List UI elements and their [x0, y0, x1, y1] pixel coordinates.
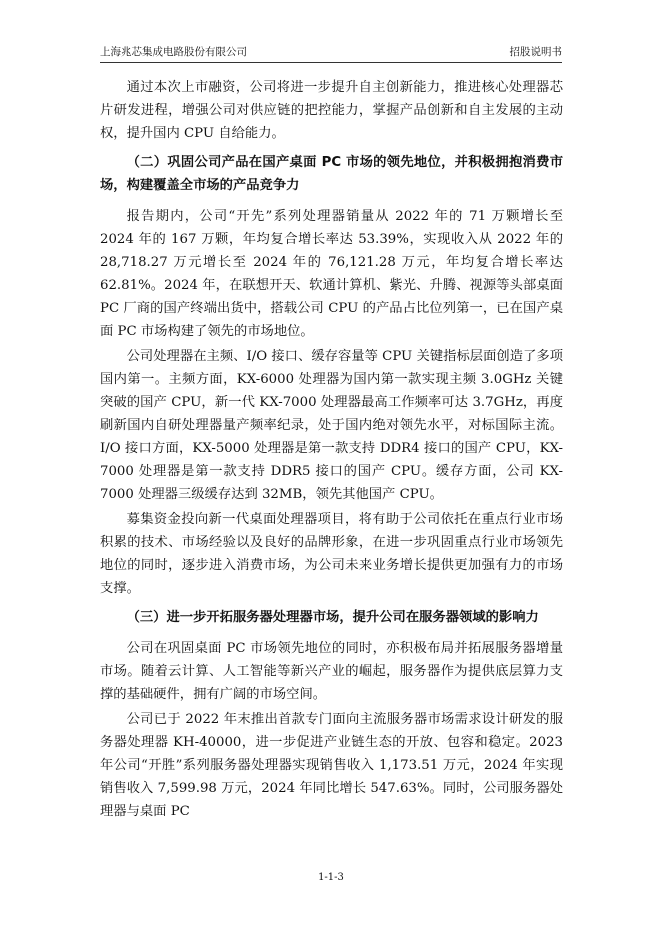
paragraph-server-market: 公司在巩固桌面 PC 市场领先地位的同时，亦积极布局并拓展服务器增量市场。随着云计算、人工智能等新兴产业的崛起，服务器作为提供底层算力支撑的基础硬件，拥有广阔的市场空间。 [100, 641, 563, 702]
header-company-name: 上海兆芯集成电路股份有限公司 [100, 46, 247, 58]
section-heading-desktop-pc: （二）巩固公司产品在国产桌面 PC 市场的领先地位，并积极拥抱消费市场，构建覆盖全市场的产品竞争力 [100, 155, 563, 193]
page-header [100, 42, 562, 63]
paragraph-sales-growth: 报告期内，公司“开先”系列处理器销量从 2022 年的 71 万颗增长至 2024 年的 167 万颗，年均复合增长率达 53.39%，实现收入从 2022 年的 28,718.27 万元增长至 2024 年的 76,121.28 万元，年均复合增长率达 62.81%。2024 年，在联想开天、软通计算机、紫光、升腾、视源等头部桌面 PC 厂商的国产终端出货中，搭载公司 CPU 的产品占比位列第一，已在国产桌面 PC 市场构建了领先的市场地位。 [100, 209, 563, 339]
document-body [100, 76, 563, 825]
page-number: 1-1-3 [318, 872, 344, 883]
paragraph-financing-purpose: 通过本次上市融资，公司将进一步提升自主创新能力，推进核心处理器芯片研发进程，增强公司对供应链的把控能力，掌握产品创新和自主发展的主动权，提升国内 CPU 自给能力。 [100, 80, 563, 141]
paragraph-server-products: 公司已于 2022 年末推出首款专门面向主流服务器市场需求设计研发的服务器处理器 KH-40000，进一步促进产业链生态的开放、包容和稳定。2023 年公司“开胜”系列服务器处理器实现销售收入 1,173.51 万元，2024 年实现销售收入 7,599.98 万元，2024 年同比增长 547.63%。同时，公司服务器处理器与桌面 PC [100, 712, 563, 819]
paragraph-key-metrics: 公司处理器在主频、I/O 接口、缓存容量等 CPU 关键指标层面创造了多项国内第一。主频方面，KX-6000 处理器为国内第一款实现主频 3.0GHz 关键突破的国产 CPU，新一代 KX-7000 处理器最高工作频率可达 3.7GHz，再度刷新国内自研处理器量产频率纪录，处于国内绝对领先水平，对标国际主流。I/O 接口方面，KX-5000 处理器是第一款支持 DDR4 接口的国产 CPU，KX-7000 处理器是第一款支持 DDR5 接口的国产 CPU。缓存方面，公司 KX-7000 处理器三级缓存达到 32MB，领先其他国产 CPU。 [100, 349, 563, 502]
header-document-type: 招股说明书 [509, 46, 562, 58]
section-heading-server: （三）进一步开拓服务器处理器市场，提升公司在服务器领域的影响力 [126, 610, 539, 625]
paragraph-fundraising-project: 募集资金投向新一代桌面处理器项目，将有助于公司依托在重点行业市场积累的技术、市场经验以及良好的品牌形象，在进一步巩固重点行业市场领先地位的同时，逐步进入消费市场，为公司未来业务增长提供更加强有力的市场支撑。 [100, 512, 563, 596]
